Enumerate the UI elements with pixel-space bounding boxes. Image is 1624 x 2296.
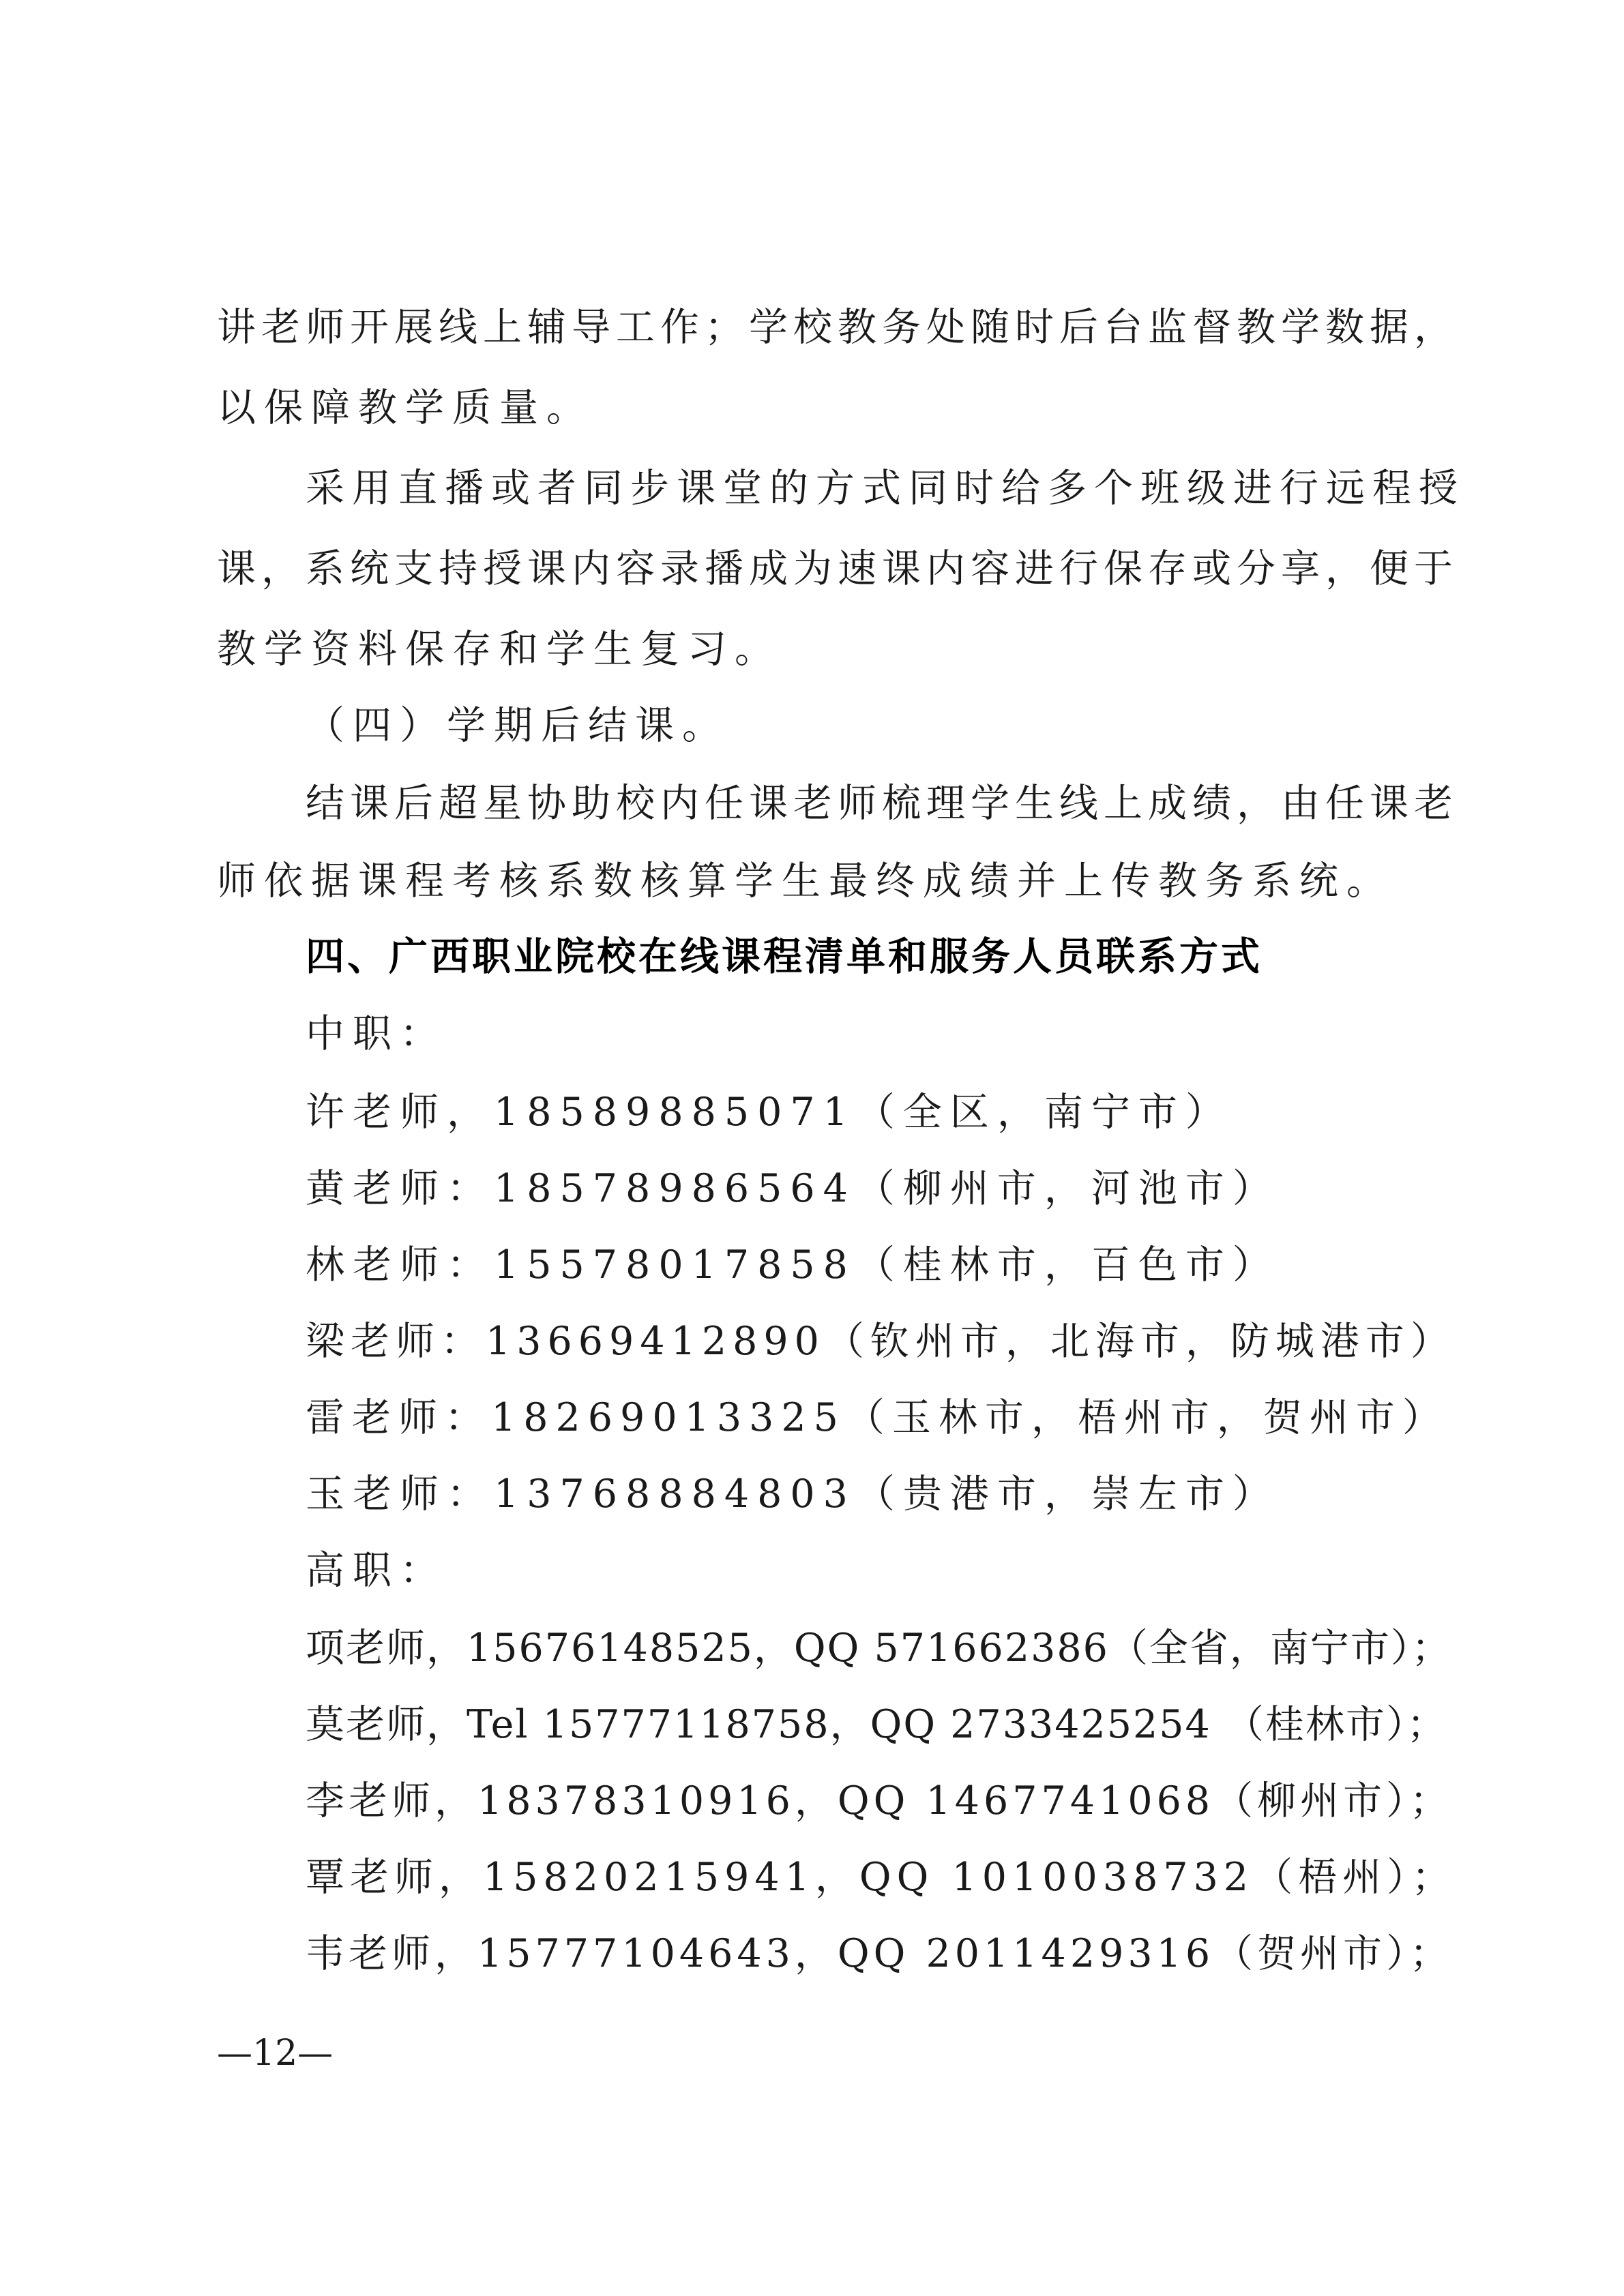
contact-secondary-1: 许老师，18589885071（全区，南宁市） [306,1090,1232,1135]
paragraph-1-line-2: 以保障教学质量。 [217,385,593,430]
contact-higher-5: 韦老师，15777104643，QQ 2011429316（贺州市）； [306,1931,1453,1976]
contact-secondary-2: 黄老师：18578986564（柳州市，河池市） [306,1166,1280,1211]
higher-vocational-label: 高职： [306,1548,447,1593]
contact-secondary-6: 玉老师：13768884803（贵港市，崇左市） [306,1472,1280,1517]
section-4-heading: 四、广西职业院校在线课程清单和服务人员联系方式 [306,934,1263,979]
subsection-4-title: （四）学期后结课。 [306,703,729,748]
page-number: —12— [217,2033,334,2074]
paragraph-2-line-1: 采用直播或者同步课堂的方式同时给多个班级进行远程授 [306,466,1465,511]
contact-secondary-4: 梁老师：13669412890（钦州市，北海市，防城港市） [306,1319,1456,1364]
contact-higher-4: 覃老师，15820215941，QQ 1010038732（梧州）； [306,1855,1456,1900]
contact-higher-1: 项老师，15676148525，QQ 571662386（全省，南宁市）； [306,1626,1452,1671]
contact-secondary-5: 雷老师：18269013325（玉林市，梧州市，贺州市） [306,1395,1449,1440]
paragraph-3-line-1: 结课后超星协助校内任课老师梳理学生线上成绩，由任课老 [306,781,1458,826]
paragraph-1-line-1: 讲老师开展线上辅导工作；学校教务处随时后台监督教学数据， [217,305,1458,350]
contact-higher-2: 莫老师，Tel 15777118758，QQ 2733425254 （桂林市）； [306,1702,1447,1747]
secondary-vocational-label: 中职： [306,1011,447,1056]
paragraph-3-line-2: 师依据课程考核系数核算学生最终成绩并上传教务系统。 [217,859,1393,904]
contact-secondary-3: 林老师：15578017858（桂林市，百色市） [306,1242,1280,1287]
contact-higher-3: 李老师，18378310916，QQ 1467741068（柳州市）； [306,1778,1453,1823]
paragraph-2-line-2: 课，系统支持授课内容录播成为速课内容进行保存或分享，便于 [217,546,1458,591]
paragraph-2-line-3: 教学资料保存和学生复习。 [217,627,782,672]
